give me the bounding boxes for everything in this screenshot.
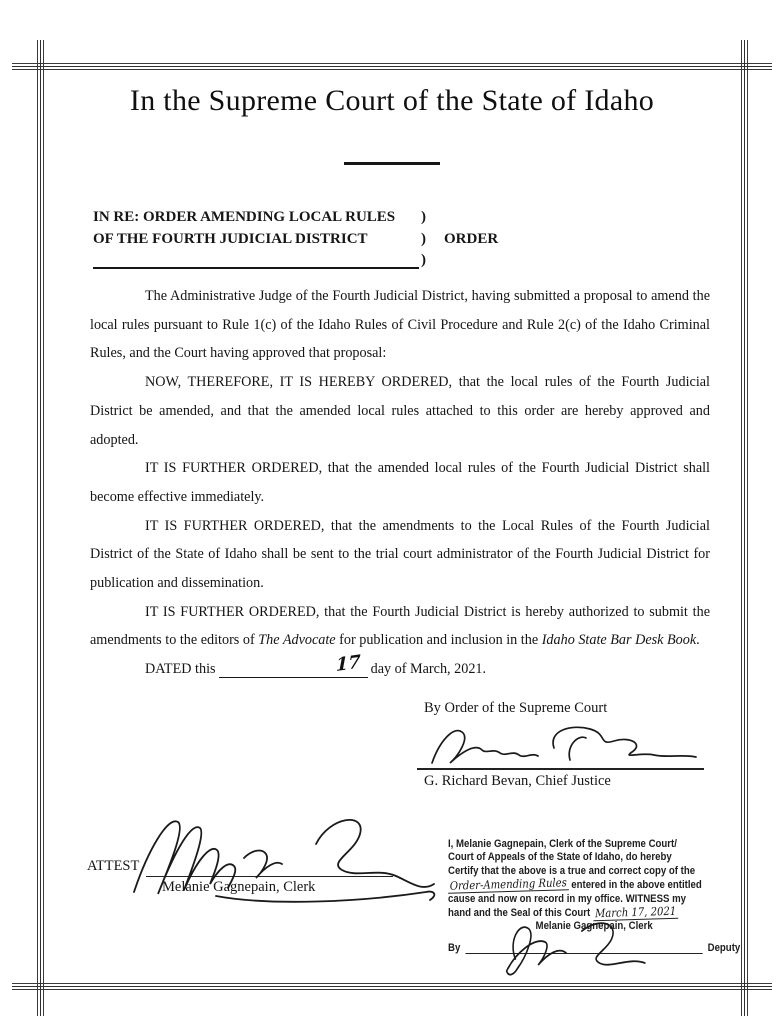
- stamp-line-1: I, Melanie Gagnepain, Clerk of the Supreme Court/: [448, 838, 677, 850]
- certification-stamp: [448, 838, 740, 956]
- order-paragraph-1: The Administrative Judge of the Fourth Judicial District, having submitted a proposal to amend the local rules pursuant to Rule 1(c) of the Idaho Rules of Civil Procedure and Rule 2(c) of the Idaho Criminal Rules, and the Court having approved that proposal:: [90, 288, 710, 362]
- dated-prefix: DATED this: [145, 661, 216, 678]
- paragraph-5-text: IT IS FURTHER ORDERED, that the Fourth Judicial District is hereby authorized to submit the amendments to the editors of: [90, 603, 710, 649]
- paragraph-5-text: for publication and inclusion in the: [335, 632, 542, 649]
- caption-line-1: IN RE: ORDER AMENDING LOCAL RULES: [93, 209, 396, 225]
- chief-justice-signature-line: [417, 768, 704, 770]
- stamp-deputy-label: Deputy: [707, 942, 741, 955]
- desk-book-italic-title: Idaho State Bar Desk Book: [541, 632, 697, 649]
- stamp-line-3: Certify that the above is a true and correct copy of the: [448, 864, 696, 877]
- advocate-italic-title: The Advocate: [258, 632, 336, 649]
- frame-border-top: [12, 63, 772, 70]
- frame-border-left: [37, 40, 44, 1016]
- caption-underline: [93, 267, 419, 269]
- dated-suffix: day of March, 2021.: [370, 661, 487, 678]
- order-paragraph-4: IT IS FURTHER ORDERED, that the amendments to the Local Rules of the Fourth Judicial District of the State of Idaho shall be sent to the trial court administrator of the Fourth Judicial District for publication and dissemination.: [90, 517, 710, 592]
- court-title: In the Supreme Court of the State of Idaho: [129, 84, 655, 117]
- order-paragraph-2: NOW, THEREFORE, IT IS HEREBY ORDERED, that the local rules of the Fourth Judicial District be amended, and that the amended local rules attached to this order are hereby approved and adopted.: [90, 374, 710, 448]
- stamp-line-2: Court of Appeals of the State of Idaho, do hereby: [448, 851, 672, 864]
- stamp-by-row: [448, 941, 740, 956]
- frame-border-right: [741, 40, 748, 1016]
- by-order-label: By Order of the Supreme Court: [424, 700, 608, 716]
- deputy-signature: [496, 915, 658, 981]
- dated-line: [90, 651, 710, 684]
- dated-day-underline: [219, 651, 368, 678]
- clerk-name: Melanie Gagnepain, Clerk: [162, 879, 316, 895]
- order-paragraph-3: IT IS FURTHER ORDERED, that the amended local rules of the Fourth Judicial District shall become effective immediately.: [90, 460, 710, 505]
- caption-line-2: OF THE FOURTH JUDICIAL DISTRICT: [93, 231, 368, 247]
- caption-paren-2: ): [421, 231, 426, 247]
- chief-justice-name: G. Richard Bevan, Chief Justice: [424, 773, 611, 789]
- chief-justice-signature: [420, 722, 705, 770]
- stamp-clerk-line: Melanie Gagnepain, Clerk: [535, 920, 653, 933]
- clerk-signature: [120, 810, 440, 910]
- order-paragraph-5: [90, 598, 710, 655]
- stamp-line-6-text: hand and the Seal of this Court: [448, 907, 593, 920]
- order-body: [90, 282, 710, 684]
- stamp-line-5: cause and now on record in my office. WITNESS my: [448, 892, 686, 905]
- frame-border-bottom: [12, 983, 772, 990]
- paragraph-5-text: .: [696, 632, 700, 649]
- stamp-by-label: By: [448, 942, 461, 955]
- handwritten-order-title: Order-Amending Rules: [449, 875, 567, 893]
- order-label: ORDER: [444, 231, 499, 247]
- title-divider-rule: [344, 162, 440, 165]
- attest-label: ATTEST: [87, 858, 140, 874]
- stamp-line-4: [448, 875, 740, 893]
- handwritten-day: 17: [335, 651, 361, 677]
- handwritten-date: March 17, 2021: [594, 903, 677, 921]
- caption-paren-1: ): [421, 209, 426, 225]
- caption-paren-3: ): [421, 252, 426, 268]
- stamp-line-4-text: entered in the above entitled: [568, 879, 702, 892]
